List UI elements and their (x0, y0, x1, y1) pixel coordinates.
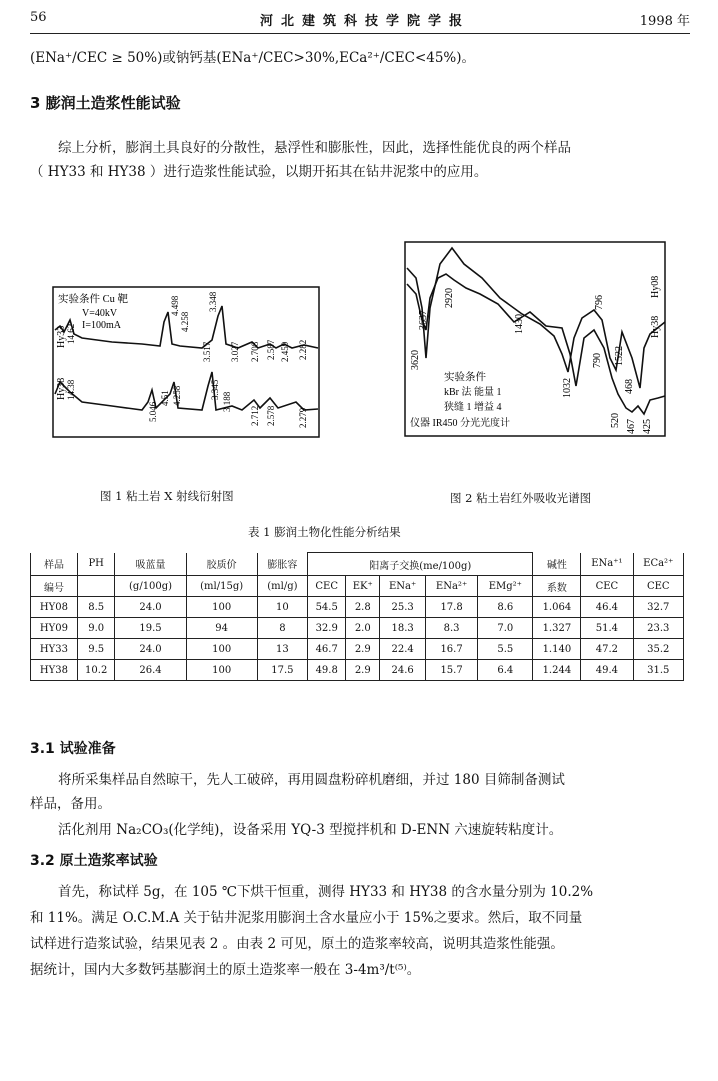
table-cell: 2.8 (346, 597, 380, 618)
hy38-peak-1: 14.38 (66, 379, 76, 400)
th-unit-ml15: (ml/15g) (186, 576, 257, 597)
th-ph: PH (77, 553, 115, 576)
s31-line-3: 活化剂用 Na₂CO₃(化学纯)，设备采用 YQ-3 型搅拌机和 D-ENN 六速旋转粘度计。 (58, 822, 563, 838)
hy33-peak-5: 3.348 (208, 291, 218, 312)
table-cell: 32.7 (633, 597, 684, 618)
th-ena-ratio: ENa⁺¹ (581, 553, 633, 576)
table-cell: 10.2 (77, 660, 115, 681)
table-cell: 100 (186, 660, 257, 681)
hy38-peak-5: 3.345 (210, 379, 220, 400)
table-cell: 1.244 (533, 660, 581, 681)
journal-title: 河北建筑科技学院学报 (260, 14, 471, 29)
ir-figure (404, 238, 668, 440)
page-number: 56 (30, 10, 47, 25)
table-row (31, 597, 684, 618)
hy38-label: Hy38 (56, 377, 67, 400)
figure-2-caption: 图 2 粘土岩红外吸收光谱图 (450, 491, 592, 505)
ir-condition-3: 狭缝 1 增益 4 (444, 402, 502, 413)
table-cell: 18.3 (380, 618, 426, 639)
table-cell: 8.3 (425, 618, 477, 639)
table-cell: 8 (257, 618, 307, 639)
xrd-figure (52, 282, 322, 440)
table-1-title: 表 1 膨润土物化性能分析结果 (248, 525, 401, 539)
running-header (30, 10, 690, 32)
section-3-title: 3 膨润土造浆性能试验 (30, 94, 181, 112)
th-blue-absorption: 吸蓝量 (115, 553, 186, 576)
th-cec: CEC (308, 576, 346, 597)
th-sample: 样品 (31, 553, 78, 576)
table-cell: 2.0 (346, 618, 380, 639)
table-cell: 8.5 (77, 597, 115, 618)
hy33-peak-8: 2.587 (266, 339, 276, 360)
ir-label-1522: 1522 (614, 346, 625, 366)
table-cell: 51.4 (581, 618, 633, 639)
intro-line: (ENa⁺/CEC ≥ 50%)或钠钙基(ENa⁺/CEC>30%,ECa²⁺/CEC<45%)。 (30, 50, 476, 66)
hy33-peak-6: 3.027 (230, 341, 240, 362)
table-cell: 22.4 (380, 639, 426, 660)
ir-label-468: 468 (624, 379, 635, 394)
header-rule (30, 33, 690, 34)
ir-label-520: 520 (610, 413, 621, 428)
th-unit-mlg: (ml/g) (257, 576, 307, 597)
th-swelling: 膨胀容 (257, 553, 307, 576)
th-eca-ratio: ECa²⁺ (633, 553, 684, 576)
table-cell: 10 (257, 597, 307, 618)
table-row (31, 618, 684, 639)
property-table (30, 552, 684, 681)
th-cec-den-1: CEC (581, 576, 633, 597)
table-cell: 5.5 (478, 639, 533, 660)
s32-line-3: 试样进行造浆试验，结果见表 2 。由表 2 可见，原土的造浆率较高，说明其造浆性能强。 (30, 936, 564, 952)
xrd-condition-2: V=40kV (82, 308, 118, 319)
th-alkalinity: 碱性 (533, 553, 581, 576)
table-cell: 47.2 (581, 639, 633, 660)
ir-condition-1: 实验条件 (444, 372, 486, 383)
s32-line-4: 据统计，国内大多数钙基膨润土的原土造浆率一般在 3-4m³/t⁽⁵⁾。 (30, 962, 421, 978)
th-ek: EK⁺ (346, 576, 380, 597)
hy33-label: Hy33 (56, 325, 67, 348)
table-cell: 49.8 (308, 660, 346, 681)
ir-series-hy08: Hy08 (650, 275, 661, 298)
ir-label-2920: 2920 (444, 288, 455, 308)
table-cell: 49.4 (581, 660, 633, 681)
figure-1-caption: 图 1 粘土岩 X 射线衍射图 (100, 489, 234, 503)
table-cell: 17.5 (257, 660, 307, 681)
table-cell: 9.5 (77, 639, 115, 660)
hy38-peak-7: 2.712 (250, 405, 260, 426)
section-3-1-title: 3.1 试验准备 (30, 741, 116, 757)
hy33-peak-3: 4.258 (180, 311, 190, 332)
table-cell: 1.327 (533, 618, 581, 639)
table-cell: 46.7 (308, 639, 346, 660)
hy33-peak-1: 14.62 (66, 323, 76, 344)
ir-label-790: 790 (592, 353, 603, 368)
table-row (31, 639, 684, 660)
table-cell: 2.9 (346, 660, 380, 681)
hy38-peak-6: 3.188 (222, 391, 232, 412)
table-row (31, 660, 684, 681)
table-cell: 25.3 (380, 597, 426, 618)
hy33-peak-9: 2.459 (280, 341, 290, 362)
hy38-curve (55, 372, 318, 410)
th-cation-exchange: 阳离子交换(me/100g) (308, 553, 533, 576)
th-coefficient: 系数 (533, 576, 581, 597)
hy33-peak-2: 4.498 (170, 295, 180, 316)
table-cell: 94 (186, 618, 257, 639)
table-cell: 24.0 (115, 597, 186, 618)
table-cell: 23.3 (633, 618, 684, 639)
section-3-2-title: 3.2 原土造浆率试验 (30, 853, 158, 869)
table-cell: 17.8 (425, 597, 477, 618)
ir-label-425: 425 (642, 419, 653, 434)
ir-series-hy38: Hy38 (650, 315, 661, 338)
hy33-peak-10: 2.282 (298, 339, 308, 360)
table-cell: 100 (186, 597, 257, 618)
ir-condition-4: 仪器 IR450 分光光度计 (410, 418, 510, 429)
table-cell: 24.0 (115, 639, 186, 660)
ir-label-3637: 3637 (418, 310, 429, 330)
table-header-row-2 (31, 576, 684, 597)
hy33-peak-7: 2.708 (250, 341, 260, 362)
table-cell: 31.5 (633, 660, 684, 681)
table-cell: 9.0 (77, 618, 115, 639)
s31-line-1: 将所采集样品自然晾干，先人工破碎，再用圆盘粉碎机磨细，并过 180 目筛制备测试 (58, 772, 565, 788)
table-cell: 19.5 (115, 618, 186, 639)
ir-label-467: 467 (626, 419, 637, 434)
th-ph-blank (77, 576, 115, 597)
table-cell: 26.4 (115, 660, 186, 681)
table-cell: HY08 (31, 597, 78, 618)
issue-year: 1998 年 (639, 14, 690, 29)
th-colloid-value: 胶质价 (186, 553, 257, 576)
ir-label-3620: 3620 (410, 350, 421, 370)
table-cell: 6.4 (478, 660, 533, 681)
table-cell: 15.7 (425, 660, 477, 681)
table-cell: 13 (257, 639, 307, 660)
hy38-peak-2: 5.046 (148, 401, 158, 422)
s31-line-2: 样品，备用。 (30, 796, 111, 812)
table-cell: 16.7 (425, 639, 477, 660)
ir-label-1032: 1032 (562, 378, 573, 398)
table-cell: 1.064 (533, 597, 581, 618)
th-ena: ENa⁺ (380, 576, 426, 597)
th-unit-g: (g/100g) (115, 576, 186, 597)
table-cell: 24.6 (380, 660, 426, 681)
hy38-peak-9: 2.279 (298, 407, 308, 428)
table-cell: 46.4 (581, 597, 633, 618)
table-cell: 35.2 (633, 639, 684, 660)
table-cell: 8.6 (478, 597, 533, 618)
table-cell: HY09 (31, 618, 78, 639)
hy38-peak-8: 2.578 (266, 405, 276, 426)
th-ena2: ENa²⁺ (425, 576, 477, 597)
xrd-condition-3: I=100mA (82, 320, 121, 331)
th-emg: EMg²⁺ (478, 576, 533, 597)
table-cell: 7.0 (478, 618, 533, 639)
ir-label-796: 796 (594, 295, 605, 310)
table-header-row-1 (31, 553, 684, 576)
table-cell: 32.9 (308, 618, 346, 639)
table-cell: 1.140 (533, 639, 581, 660)
ir-label-1430: 1430 (514, 314, 525, 334)
table-cell: 2.9 (346, 639, 380, 660)
th-cec-den-2: CEC (633, 576, 684, 597)
xrd-condition-1: 实验条件 Cu 靶 (58, 294, 129, 305)
hy33-peak-4: 3.517 (202, 341, 212, 362)
section-3-para-line-1: 综上分析，膨润土具良好的分散性，悬浮性和膨胀性，因此，选择性能优良的两个样品 (58, 140, 571, 156)
table-cell: HY38 (31, 660, 78, 681)
s32-line-1: 首先，称试样 5g，在 105 ℃下烘干恒重，测得 HY33 和 HY38 的含水量分别为 10.2% (58, 884, 594, 900)
hy38-peak-3: 4.51 (160, 390, 170, 406)
s32-line-2: 和 11%。满足 O.C.M.A 关于钻井泥浆用膨润土含水量应小于 15%之要求。然后，取不同量 (30, 910, 583, 926)
table-cell: 54.5 (308, 597, 346, 618)
section-3-para-line-2: （ HY33 和 HY38 ）进行造浆性能试验，以期开拓其在钻井泥浆中的应用。 (30, 164, 488, 180)
th-id: 编号 (31, 576, 78, 597)
table-cell: 100 (186, 639, 257, 660)
table-cell: HY33 (31, 639, 78, 660)
hy38-peak-4: 4.258 (172, 385, 182, 406)
ir-condition-2: kBr 法 能量 1 (444, 387, 502, 398)
